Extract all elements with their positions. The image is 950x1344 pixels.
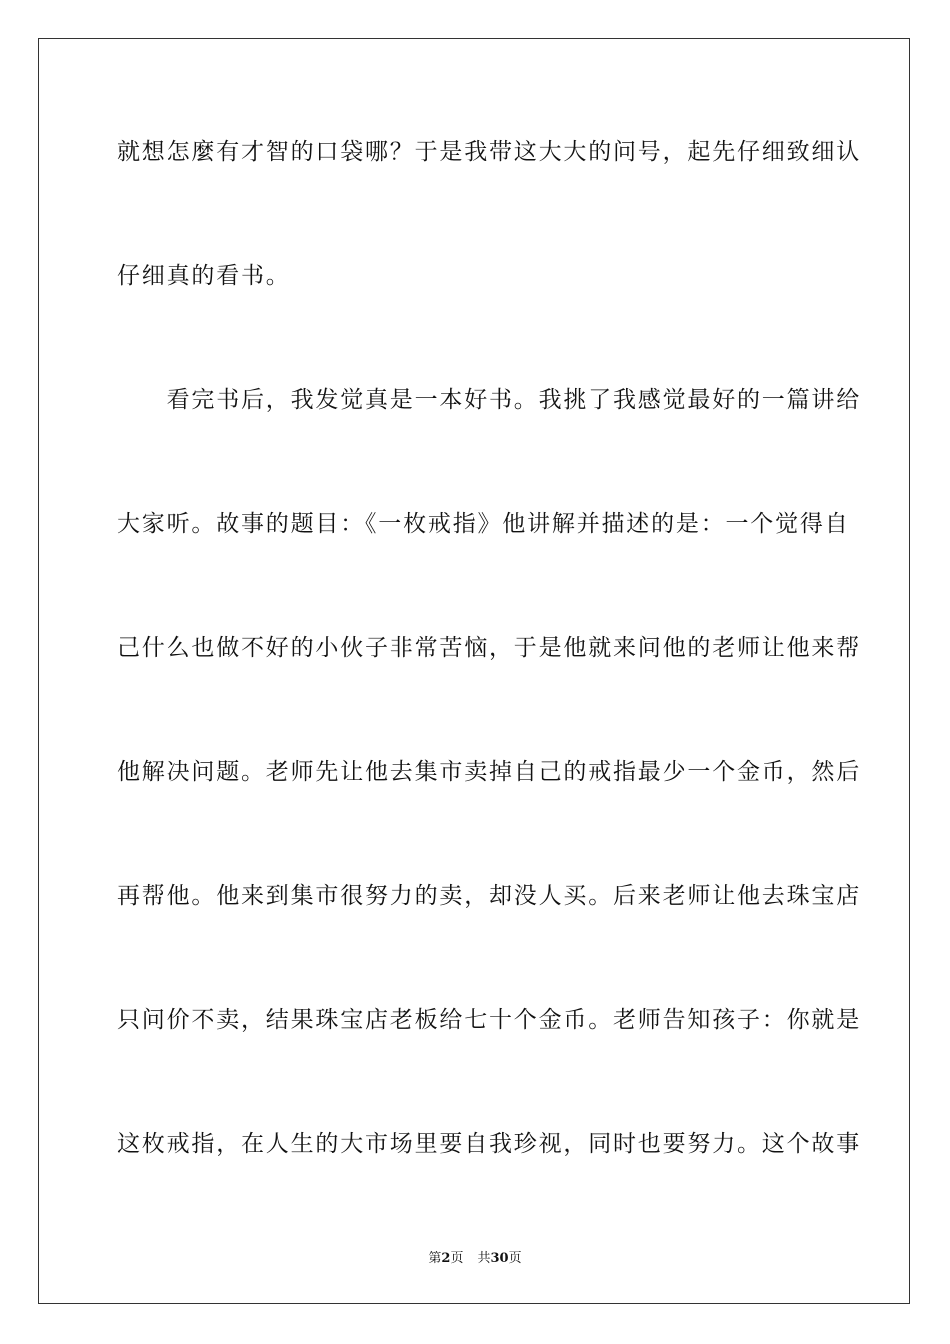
text-line: 看完书后，我发觉真是一本好书。我挑了我感觉最好的一篇讲给 xyxy=(117,387,861,413)
text-line: 再帮他。他来到集市很努力的卖，却没人买。后来老师让他去珠宝店 xyxy=(117,883,861,909)
text-line: 己什么也做不好的小伙子非常苦恼，于是他就来问他的老师让他来帮 xyxy=(117,635,861,661)
page-footer xyxy=(0,1247,950,1266)
total-label-prefix: 共 xyxy=(477,1251,491,1266)
page-label-suffix: 页 xyxy=(450,1251,464,1266)
text-line: 仔细真的看书。 xyxy=(117,263,291,289)
page-label-prefix: 第 xyxy=(428,1251,442,1266)
text-line: 这枚戒指，在人生的大市场里要自我珍视，同时也要努力。这个故事 xyxy=(117,1131,861,1157)
text-line: 就想怎麼有才智的口袋哪？于是我带这大大的问号，起先仔细致细认 xyxy=(117,139,861,165)
page-border xyxy=(38,38,910,1304)
total-pages: 30 xyxy=(490,1251,509,1266)
text-line: 他解决问题。老师先让他去集市卖掉自己的戒指最少一个金币，然后 xyxy=(117,759,861,785)
page-number: 2 xyxy=(441,1251,451,1266)
text-line: 大家听。故事的题目：《一枚戒指》他讲解并描述的是：一个觉得自 xyxy=(117,511,850,537)
total-label-suffix: 页 xyxy=(508,1251,522,1266)
text-line: 只问价不卖，结果珠宝店老板给七十个金币。老师告知孩子：你就是 xyxy=(117,1007,861,1033)
